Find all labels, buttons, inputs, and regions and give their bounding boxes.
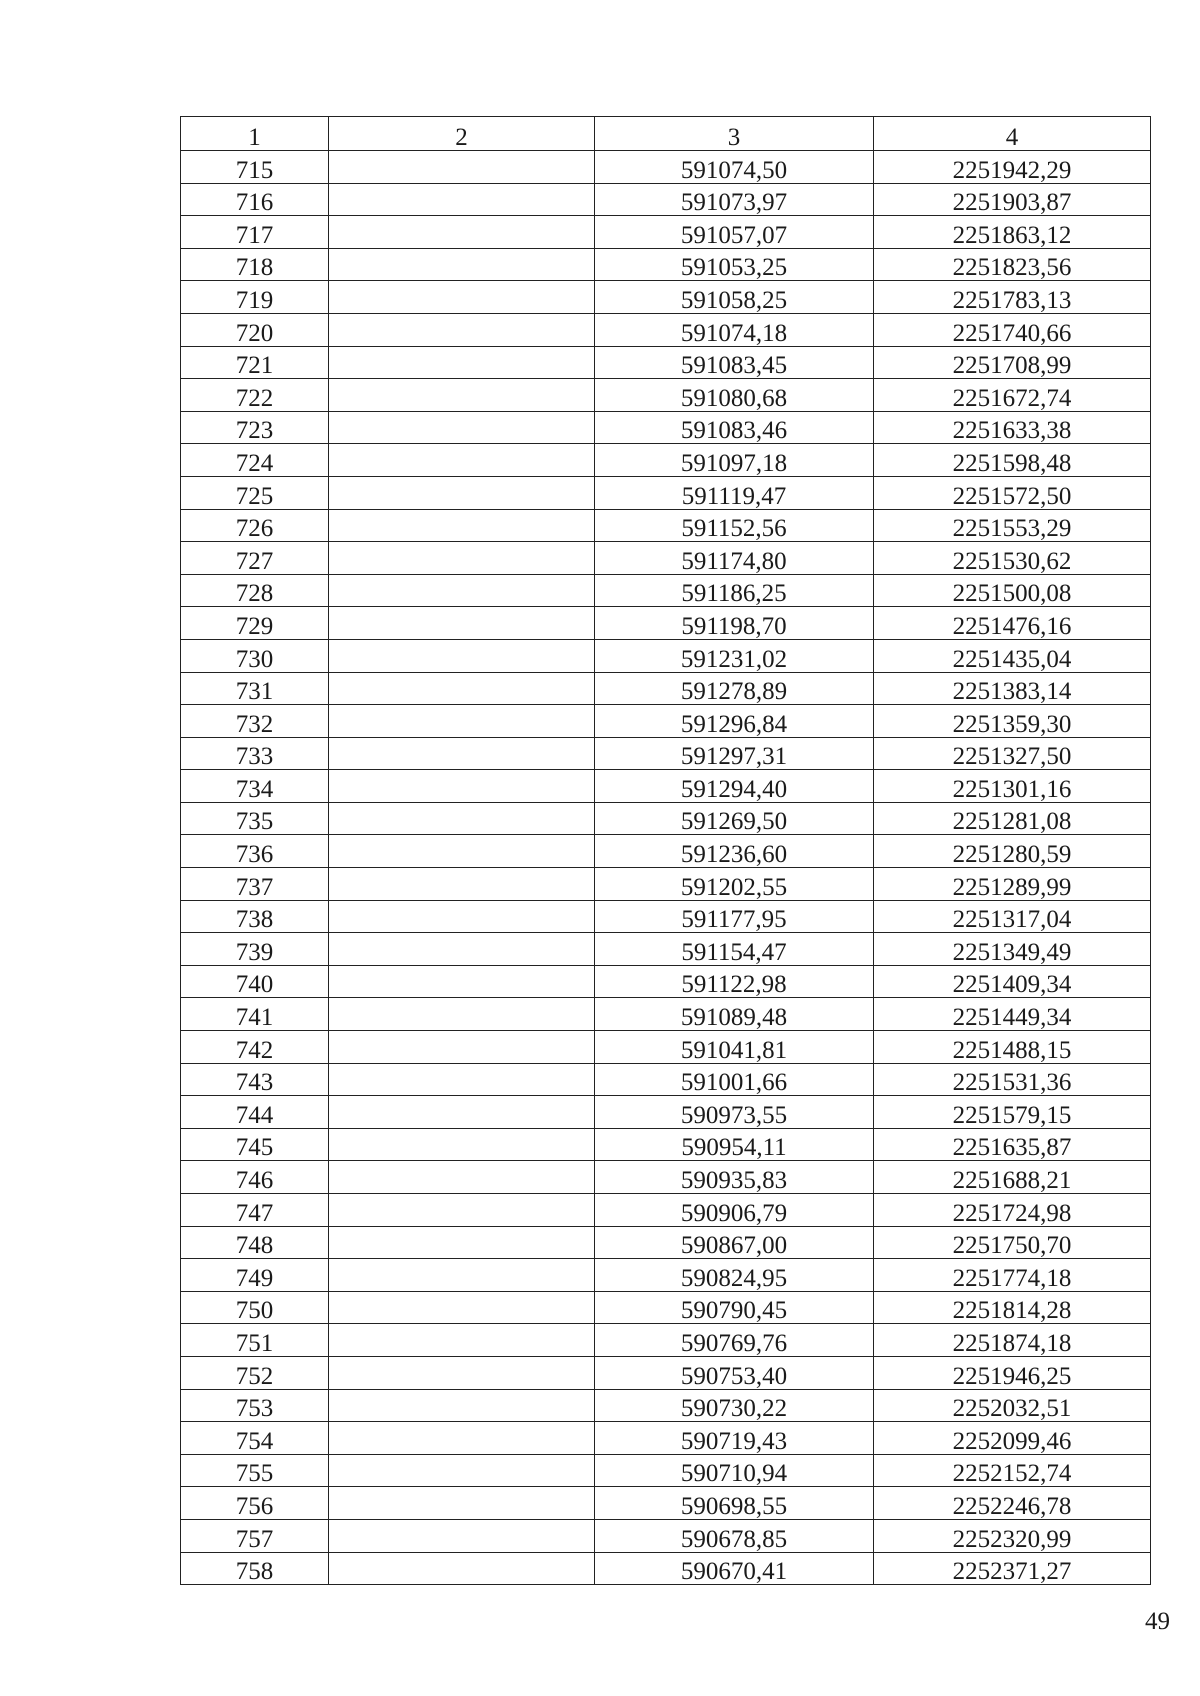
x-coordinate-cell: 590769,76	[595, 1324, 874, 1357]
point-number-cell: 721	[181, 346, 329, 379]
y-coordinate-cell: 2251500,08	[874, 574, 1151, 607]
point-number-cell: 723	[181, 411, 329, 444]
table-body	[181, 151, 1151, 1585]
empty-cell	[329, 1552, 595, 1585]
empty-cell	[329, 900, 595, 933]
table-row	[181, 216, 1151, 249]
y-coordinate-cell: 2252032,51	[874, 1389, 1151, 1422]
y-coordinate-cell: 2252246,78	[874, 1487, 1151, 1520]
table-row	[181, 1063, 1151, 1096]
point-number-cell: 756	[181, 1487, 329, 1520]
y-coordinate-cell: 2252099,46	[874, 1422, 1151, 1455]
empty-cell	[329, 639, 595, 672]
empty-cell	[329, 1389, 595, 1422]
point-number-cell: 735	[181, 802, 329, 835]
y-coordinate-cell: 2251672,74	[874, 379, 1151, 412]
empty-cell	[329, 476, 595, 509]
y-coordinate-cell: 2251942,29	[874, 151, 1151, 184]
point-number-cell: 716	[181, 183, 329, 216]
table-row	[181, 346, 1151, 379]
empty-cell	[329, 379, 595, 412]
table-row	[181, 1031, 1151, 1064]
x-coordinate-cell: 591236,60	[595, 835, 874, 868]
y-coordinate-cell: 2251435,04	[874, 639, 1151, 672]
x-coordinate-cell: 591294,40	[595, 770, 874, 803]
empty-cell	[329, 1356, 595, 1389]
y-coordinate-cell: 2251349,49	[874, 933, 1151, 966]
y-coordinate-cell: 2251598,48	[874, 444, 1151, 477]
point-number-cell: 746	[181, 1161, 329, 1194]
point-number-cell: 745	[181, 1128, 329, 1161]
point-number-cell: 755	[181, 1454, 329, 1487]
table-row	[181, 639, 1151, 672]
y-coordinate-cell: 2251280,59	[874, 835, 1151, 868]
empty-cell	[329, 313, 595, 346]
empty-cell	[329, 1422, 595, 1455]
empty-cell	[329, 868, 595, 901]
x-coordinate-cell: 591080,68	[595, 379, 874, 412]
y-coordinate-cell: 2251383,14	[874, 672, 1151, 705]
point-number-cell: 732	[181, 705, 329, 738]
table-row	[181, 802, 1151, 835]
y-coordinate-cell: 2251814,28	[874, 1291, 1151, 1324]
point-number-cell: 740	[181, 965, 329, 998]
point-number-cell: 736	[181, 835, 329, 868]
point-number-cell: 734	[181, 770, 329, 803]
empty-cell	[329, 444, 595, 477]
point-number-cell: 749	[181, 1259, 329, 1292]
x-coordinate-cell: 591186,25	[595, 574, 874, 607]
point-number-cell: 725	[181, 476, 329, 509]
y-coordinate-cell: 2251359,30	[874, 705, 1151, 738]
y-coordinate-cell: 2251553,29	[874, 509, 1151, 542]
empty-cell	[329, 802, 595, 835]
y-coordinate-cell: 2251946,25	[874, 1356, 1151, 1389]
table-row	[181, 1552, 1151, 1585]
empty-cell	[329, 1259, 595, 1292]
table-row	[181, 281, 1151, 314]
empty-cell	[329, 607, 595, 640]
y-coordinate-cell: 2251281,08	[874, 802, 1151, 835]
table-row	[181, 1389, 1151, 1422]
x-coordinate-cell: 591154,47	[595, 933, 874, 966]
point-number-cell: 728	[181, 574, 329, 607]
table-row	[181, 1291, 1151, 1324]
table-row	[181, 476, 1151, 509]
y-coordinate-cell: 2251783,13	[874, 281, 1151, 314]
table-row	[181, 1356, 1151, 1389]
x-coordinate-cell: 591278,89	[595, 672, 874, 705]
y-coordinate-cell: 2251874,18	[874, 1324, 1151, 1357]
empty-cell	[329, 933, 595, 966]
table-row	[181, 574, 1151, 607]
point-number-cell: 731	[181, 672, 329, 705]
point-number-cell: 743	[181, 1063, 329, 1096]
y-coordinate-cell: 2251572,50	[874, 476, 1151, 509]
x-coordinate-cell: 591053,25	[595, 248, 874, 281]
table-row	[181, 933, 1151, 966]
point-number-cell: 751	[181, 1324, 329, 1357]
empty-cell	[329, 542, 595, 575]
table-row	[181, 542, 1151, 575]
coordinates-table	[180, 116, 1151, 1585]
x-coordinate-cell: 591152,56	[595, 509, 874, 542]
y-coordinate-cell: 2251301,16	[874, 770, 1151, 803]
x-coordinate-cell: 591177,95	[595, 900, 874, 933]
empty-cell	[329, 1324, 595, 1357]
table-row	[181, 770, 1151, 803]
y-coordinate-cell: 2251317,04	[874, 900, 1151, 933]
table-row	[181, 737, 1151, 770]
x-coordinate-cell: 591073,97	[595, 183, 874, 216]
empty-cell	[329, 1291, 595, 1324]
y-coordinate-cell: 2251579,15	[874, 1096, 1151, 1129]
table-row	[181, 1194, 1151, 1227]
empty-cell	[329, 411, 595, 444]
table-row	[181, 607, 1151, 640]
table-row	[181, 1161, 1151, 1194]
x-coordinate-cell: 591202,55	[595, 868, 874, 901]
x-coordinate-cell: 591057,07	[595, 216, 874, 249]
point-number-cell: 730	[181, 639, 329, 672]
column-header-3: 3	[595, 117, 874, 151]
empty-cell	[329, 1487, 595, 1520]
table-row	[181, 379, 1151, 412]
point-number-cell: 747	[181, 1194, 329, 1227]
table-row	[181, 444, 1151, 477]
empty-cell	[329, 1063, 595, 1096]
point-number-cell: 739	[181, 933, 329, 966]
point-number-cell: 724	[181, 444, 329, 477]
y-coordinate-cell: 2251823,56	[874, 248, 1151, 281]
table-row	[181, 835, 1151, 868]
empty-cell	[329, 574, 595, 607]
empty-cell	[329, 346, 595, 379]
table-row	[181, 509, 1151, 542]
x-coordinate-cell: 591122,98	[595, 965, 874, 998]
empty-cell	[329, 672, 595, 705]
x-coordinate-cell: 590730,22	[595, 1389, 874, 1422]
y-coordinate-cell: 2251903,87	[874, 183, 1151, 216]
point-number-cell: 752	[181, 1356, 329, 1389]
y-coordinate-cell: 2251750,70	[874, 1226, 1151, 1259]
point-number-cell: 726	[181, 509, 329, 542]
x-coordinate-cell: 590670,41	[595, 1552, 874, 1585]
table-row	[181, 411, 1151, 444]
x-coordinate-cell: 591097,18	[595, 444, 874, 477]
y-coordinate-cell: 2251531,36	[874, 1063, 1151, 1096]
empty-cell	[329, 835, 595, 868]
point-number-cell: 718	[181, 248, 329, 281]
x-coordinate-cell: 591074,18	[595, 313, 874, 346]
point-number-cell: 729	[181, 607, 329, 640]
empty-cell	[329, 1161, 595, 1194]
x-coordinate-cell: 590935,83	[595, 1161, 874, 1194]
empty-cell	[329, 1194, 595, 1227]
y-coordinate-cell: 2251708,99	[874, 346, 1151, 379]
y-coordinate-cell: 2251635,87	[874, 1128, 1151, 1161]
x-coordinate-cell: 591083,46	[595, 411, 874, 444]
table-row	[181, 1487, 1151, 1520]
y-coordinate-cell: 2252371,27	[874, 1552, 1151, 1585]
x-coordinate-cell: 590824,95	[595, 1259, 874, 1292]
table-row	[181, 1096, 1151, 1129]
table-row	[181, 183, 1151, 216]
x-coordinate-cell: 591174,80	[595, 542, 874, 575]
x-coordinate-cell: 590973,55	[595, 1096, 874, 1129]
x-coordinate-cell: 590906,79	[595, 1194, 874, 1227]
point-number-cell: 742	[181, 1031, 329, 1064]
table-row	[181, 1324, 1151, 1357]
empty-cell	[329, 183, 595, 216]
empty-cell	[329, 998, 595, 1031]
x-coordinate-cell: 590678,85	[595, 1519, 874, 1552]
point-number-cell: 753	[181, 1389, 329, 1422]
y-coordinate-cell: 2251449,34	[874, 998, 1151, 1031]
table-row	[181, 1519, 1151, 1552]
empty-cell	[329, 248, 595, 281]
point-number-cell: 727	[181, 542, 329, 575]
y-coordinate-cell: 2251740,66	[874, 313, 1151, 346]
empty-cell	[329, 737, 595, 770]
table-row	[181, 1259, 1151, 1292]
column-header-1: 1	[181, 117, 329, 151]
point-number-cell: 719	[181, 281, 329, 314]
y-coordinate-cell: 2251476,16	[874, 607, 1151, 640]
page-number: 49	[1145, 1608, 1170, 1635]
empty-cell	[329, 705, 595, 738]
y-coordinate-cell: 2251327,50	[874, 737, 1151, 770]
x-coordinate-cell: 591089,48	[595, 998, 874, 1031]
empty-cell	[329, 509, 595, 542]
x-coordinate-cell: 591083,45	[595, 346, 874, 379]
point-number-cell: 717	[181, 216, 329, 249]
table-row	[181, 998, 1151, 1031]
table-row	[181, 965, 1151, 998]
point-number-cell: 757	[181, 1519, 329, 1552]
point-number-cell: 744	[181, 1096, 329, 1129]
x-coordinate-cell: 591001,66	[595, 1063, 874, 1096]
table-row	[181, 248, 1151, 281]
empty-cell	[329, 216, 595, 249]
y-coordinate-cell: 2251774,18	[874, 1259, 1151, 1292]
x-coordinate-cell: 590954,11	[595, 1128, 874, 1161]
x-coordinate-cell: 591074,50	[595, 151, 874, 184]
y-coordinate-cell: 2251863,12	[874, 216, 1151, 249]
point-number-cell: 738	[181, 900, 329, 933]
point-number-cell: 737	[181, 868, 329, 901]
x-coordinate-cell: 591269,50	[595, 802, 874, 835]
table-row	[181, 313, 1151, 346]
x-coordinate-cell: 591297,31	[595, 737, 874, 770]
y-coordinate-cell: 2251688,21	[874, 1161, 1151, 1194]
point-number-cell: 733	[181, 737, 329, 770]
empty-cell	[329, 1519, 595, 1552]
empty-cell	[329, 965, 595, 998]
y-coordinate-cell: 2251488,15	[874, 1031, 1151, 1064]
x-coordinate-cell: 591058,25	[595, 281, 874, 314]
x-coordinate-cell: 591119,47	[595, 476, 874, 509]
empty-cell	[329, 1454, 595, 1487]
y-coordinate-cell: 2251724,98	[874, 1194, 1151, 1227]
empty-cell	[329, 1096, 595, 1129]
empty-cell	[329, 1226, 595, 1259]
table-row	[181, 151, 1151, 184]
table-row	[181, 1128, 1151, 1161]
point-number-cell: 715	[181, 151, 329, 184]
point-number-cell: 750	[181, 1291, 329, 1324]
x-coordinate-cell: 590710,94	[595, 1454, 874, 1487]
point-number-cell: 754	[181, 1422, 329, 1455]
y-coordinate-cell: 2252320,99	[874, 1519, 1151, 1552]
point-number-cell: 720	[181, 313, 329, 346]
x-coordinate-cell: 590698,55	[595, 1487, 874, 1520]
table-row	[181, 1454, 1151, 1487]
table-row	[181, 900, 1151, 933]
y-coordinate-cell: 2251289,99	[874, 868, 1151, 901]
x-coordinate-cell: 590867,00	[595, 1226, 874, 1259]
point-number-cell: 758	[181, 1552, 329, 1585]
empty-cell	[329, 281, 595, 314]
table-row	[181, 705, 1151, 738]
table-row	[181, 868, 1151, 901]
x-coordinate-cell: 591198,70	[595, 607, 874, 640]
x-coordinate-cell: 591231,02	[595, 639, 874, 672]
empty-cell	[329, 151, 595, 184]
table-row	[181, 672, 1151, 705]
empty-cell	[329, 770, 595, 803]
table-row	[181, 1226, 1151, 1259]
y-coordinate-cell: 2252152,74	[874, 1454, 1151, 1487]
point-number-cell: 748	[181, 1226, 329, 1259]
point-number-cell: 722	[181, 379, 329, 412]
table-header-row	[181, 117, 1151, 151]
x-coordinate-cell: 590753,40	[595, 1356, 874, 1389]
x-coordinate-cell: 591041,81	[595, 1031, 874, 1064]
x-coordinate-cell: 591296,84	[595, 705, 874, 738]
column-header-4: 4	[874, 117, 1151, 151]
x-coordinate-cell: 590790,45	[595, 1291, 874, 1324]
empty-cell	[329, 1031, 595, 1064]
y-coordinate-cell: 2251530,62	[874, 542, 1151, 575]
x-coordinate-cell: 590719,43	[595, 1422, 874, 1455]
column-header-2: 2	[329, 117, 595, 151]
y-coordinate-cell: 2251409,34	[874, 965, 1151, 998]
table-row	[181, 1422, 1151, 1455]
y-coordinate-cell: 2251633,38	[874, 411, 1151, 444]
empty-cell	[329, 1128, 595, 1161]
point-number-cell: 741	[181, 998, 329, 1031]
